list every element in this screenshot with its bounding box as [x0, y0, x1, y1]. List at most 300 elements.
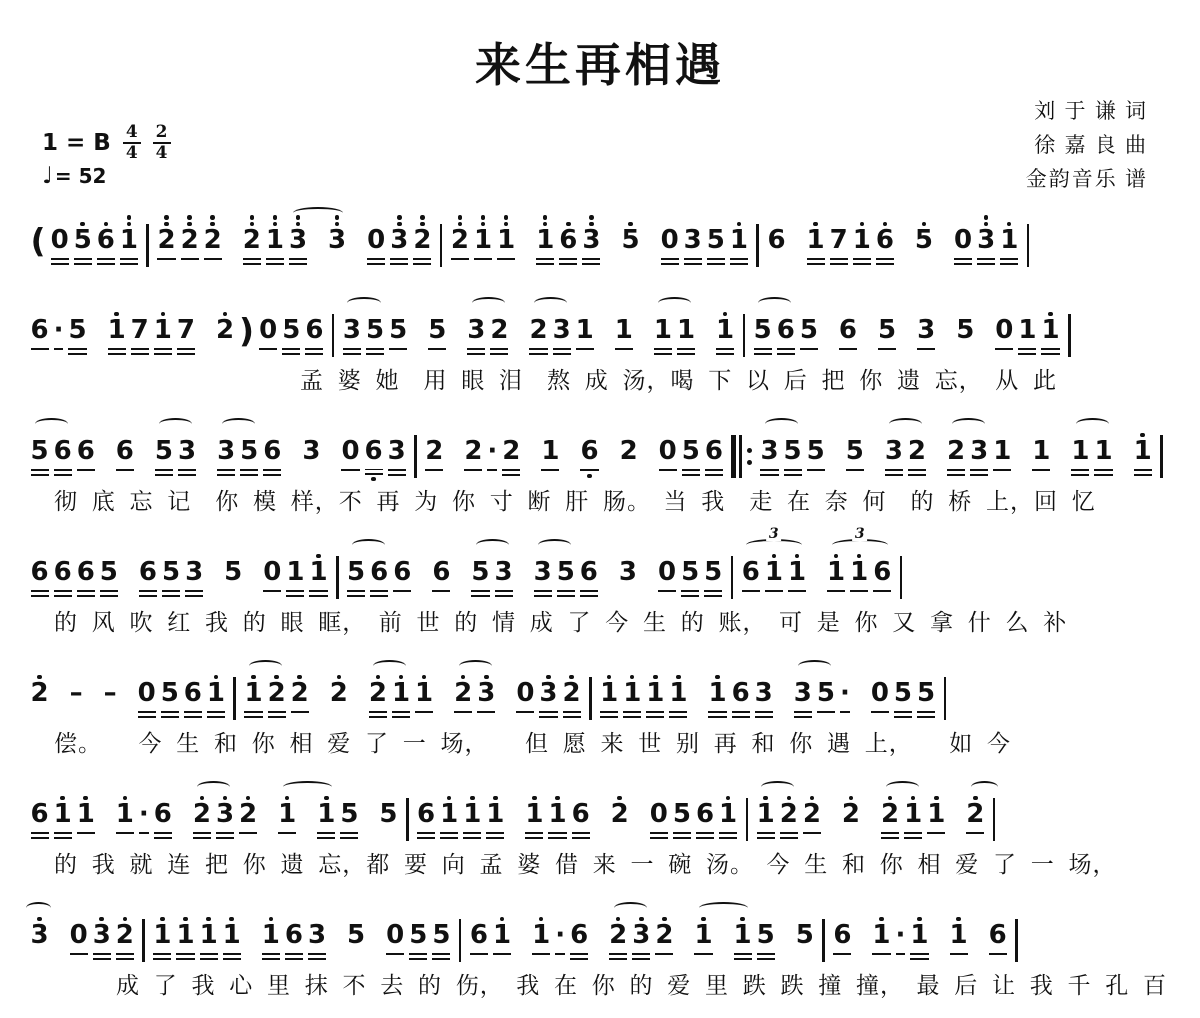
triplet-number: 3	[766, 528, 782, 541]
note-cell: 1	[242, 663, 265, 723]
note-cell: 1	[825, 542, 848, 602]
music-line	[28, 526, 1176, 602]
duration-underline	[682, 469, 700, 472]
duration-underline	[471, 590, 489, 593]
duration-underline	[800, 348, 818, 351]
note-cell: 5	[554, 542, 577, 602]
system-1	[28, 210, 1176, 270]
note-cell: 1	[850, 210, 873, 270]
duration-underline	[908, 474, 926, 477]
duration-underline	[471, 595, 489, 598]
note-cell: 3	[475, 663, 498, 723]
note-cell: 5	[876, 300, 899, 360]
note-cell: 5	[387, 300, 410, 360]
note-cell: 3	[752, 663, 775, 723]
note-cell: 6	[578, 421, 601, 481]
duration-underline	[340, 832, 358, 835]
note-cell: 1	[413, 663, 436, 723]
duration-underline	[993, 469, 1011, 472]
duration-underline	[950, 953, 968, 956]
note-cell: 2	[560, 663, 583, 723]
duration-underline	[266, 263, 284, 266]
note-cell: 3	[326, 210, 349, 270]
note-cell: 1	[848, 542, 871, 602]
duration-underline	[817, 711, 835, 714]
note-cell: 5	[891, 663, 914, 723]
duration-underline	[369, 711, 387, 714]
duration-underline	[559, 258, 577, 261]
duration-underline	[846, 469, 864, 472]
duration-underline	[615, 348, 633, 351]
slur-arc	[347, 297, 381, 309]
duration-underline	[409, 953, 427, 956]
duration-underline	[525, 832, 543, 835]
duration-underline	[470, 953, 488, 956]
note-cell: 1	[598, 663, 621, 723]
music-line	[28, 905, 1176, 965]
note-cell: 1	[1030, 421, 1053, 481]
duration-underline	[684, 263, 702, 266]
duration-underline	[120, 263, 138, 266]
duration-underline	[794, 711, 812, 714]
credits-block	[1026, 94, 1148, 196]
duration-underline	[872, 953, 890, 956]
duration-underline	[1134, 469, 1152, 472]
note-cell: 2	[945, 421, 968, 481]
duration-underline	[184, 711, 202, 714]
note-cell: 2	[619, 436, 638, 466]
duration-underline	[755, 711, 773, 714]
duration-underline	[451, 258, 469, 261]
barline	[140, 210, 155, 267]
duration-underline	[853, 263, 871, 266]
duration-underline	[428, 348, 446, 351]
repeat-dot	[747, 460, 752, 465]
duration-underline	[646, 716, 664, 719]
duration-underline	[1018, 348, 1036, 351]
note-cell: 5	[754, 905, 777, 965]
duration-underline	[317, 832, 335, 835]
note-cell: 5	[912, 210, 935, 270]
note-cell: 3	[975, 210, 998, 270]
duration-underline	[317, 837, 335, 840]
note-cell: 1	[947, 905, 970, 965]
note-cell: 1	[667, 663, 690, 723]
note-cell: 1	[523, 784, 546, 844]
dotted-rhythm-dot: ·	[51, 300, 66, 360]
duration-underline	[1018, 353, 1036, 356]
duration-underline	[677, 348, 695, 351]
note-cell: 3	[302, 436, 321, 466]
note-cell: 5	[364, 300, 387, 360]
note-cell: 2	[488, 300, 511, 360]
duration-underline	[716, 353, 734, 356]
duration-underline	[77, 832, 95, 835]
note-cell: 1	[870, 905, 893, 965]
duration-underline	[161, 711, 179, 714]
duration-underline	[243, 258, 261, 261]
note-cell: 1	[644, 663, 667, 723]
barline	[1009, 905, 1024, 962]
duration-underline	[970, 474, 988, 477]
duration-underline	[263, 474, 281, 477]
repeat-dot	[747, 448, 752, 453]
note-cell: 1	[151, 300, 174, 360]
duration-underline	[116, 469, 134, 472]
note-cell: 5	[814, 663, 837, 723]
duration-underline	[239, 832, 257, 835]
barline	[453, 905, 468, 962]
duration-underline	[54, 474, 72, 477]
system-5	[28, 663, 1176, 758]
note-cell: 1	[174, 905, 197, 965]
note-cell: 5	[915, 663, 938, 723]
duration-underline	[732, 716, 750, 719]
note-cell: 3	[550, 300, 573, 360]
duration-underline	[694, 953, 712, 956]
note-cell: 6	[136, 542, 159, 602]
note-cell: 3	[388, 210, 411, 270]
note-cell: 2	[28, 663, 51, 723]
duration-underline	[155, 469, 173, 472]
duration-underline	[200, 958, 218, 961]
duration-underline	[285, 953, 303, 956]
duration-underline	[286, 595, 304, 598]
duration-underline	[244, 716, 262, 719]
duration-underline	[207, 716, 225, 719]
duration-underline	[904, 832, 922, 835]
note-cell: 6	[415, 784, 438, 844]
note-cell: 0	[647, 784, 670, 844]
note-cell: 1	[546, 784, 569, 844]
duration-underline	[31, 590, 49, 593]
duration-underline	[557, 595, 575, 598]
note-cell: 6	[113, 421, 136, 481]
duration-underline	[1032, 469, 1050, 472]
note-cell: 5	[956, 315, 975, 345]
octave-dot-high	[589, 215, 594, 220]
music-line	[28, 421, 1176, 481]
barline	[894, 542, 909, 599]
note-cell: 5	[338, 784, 361, 844]
duration-underline	[539, 716, 557, 719]
duration-underline	[54, 469, 72, 472]
note-cell: 6	[74, 421, 97, 481]
duration-underline	[131, 353, 149, 356]
music-line	[28, 663, 1176, 723]
note-cell: 1	[539, 421, 562, 481]
duration-underline	[896, 953, 906, 956]
dotted-rhythm-dot: ·	[136, 784, 151, 844]
duration-underline	[673, 832, 691, 835]
duration-underline	[516, 711, 534, 714]
duration-underline	[369, 716, 387, 719]
duration-underline	[742, 590, 760, 593]
system-7	[28, 905, 1176, 1000]
triplet-number: 3	[852, 528, 868, 541]
duration-underline	[93, 953, 111, 956]
music-line	[28, 300, 1176, 360]
duration-underline	[68, 348, 86, 351]
duration-underline	[153, 953, 171, 956]
note-cell: 2	[366, 663, 389, 723]
lyrics-line: 成 了 我 心 里 抹 不 去 的 伤， 我 在 你 的 爱 里 跌 跌 撞 撞， 最 后 让 我 千 孔 百	[116, 973, 1167, 998]
duration-underline	[193, 832, 211, 835]
duration-underline	[366, 353, 384, 356]
duration-underline	[31, 595, 49, 598]
duration-underline	[784, 469, 802, 472]
duration-underline	[193, 837, 211, 840]
note-cell: 5	[426, 300, 449, 360]
note-cell: 5	[28, 421, 51, 481]
slur-arc	[761, 781, 794, 793]
duration-underline	[927, 832, 945, 835]
duration-underline	[539, 711, 557, 714]
duration-underline	[262, 953, 280, 956]
duration-underline	[108, 348, 126, 351]
duration-underline	[784, 474, 802, 477]
duration-underline	[669, 711, 687, 714]
dash-note: –	[69, 678, 83, 708]
duration-underline	[696, 832, 714, 835]
lyrics-line: 偿。 今 生 和 你 相 爱 了 一 场， 但 愿 来 世 别 再 和 你 遇 上， 如 今	[54, 731, 1011, 756]
duration-underline	[681, 595, 699, 598]
note-cell: 2	[777, 784, 800, 844]
duration-underline	[788, 590, 806, 593]
octave-dot-high	[127, 215, 132, 220]
duration-underline	[1041, 353, 1059, 356]
note-cell: 5	[704, 210, 727, 270]
duration-underline	[392, 711, 410, 714]
duration-underline	[696, 837, 714, 840]
note-cell: 1	[534, 210, 557, 270]
note-cell: 2	[448, 210, 471, 270]
note-cell: 0	[261, 542, 284, 602]
duration-underline	[178, 474, 196, 477]
duration-underline	[677, 353, 695, 356]
note-cell: 6	[568, 905, 591, 965]
duration-underline	[116, 953, 134, 956]
duration-underline	[263, 590, 281, 593]
duration-underline	[390, 263, 408, 266]
duration-underline	[343, 353, 361, 356]
duration-underline	[529, 348, 547, 351]
duration-underline	[600, 711, 618, 714]
duration-underline	[534, 590, 552, 593]
duration-underline	[557, 590, 575, 593]
duration-underline	[502, 469, 520, 472]
duration-underline	[308, 958, 326, 961]
duration-underline	[217, 469, 235, 472]
duration-underline	[185, 595, 203, 598]
duration-underline	[757, 958, 775, 961]
note-cell: 6	[569, 784, 592, 844]
note-cell: 1	[573, 300, 596, 360]
note-cell: 6	[467, 905, 490, 965]
note-cell: 2	[288, 663, 311, 723]
note-cell: 1	[117, 210, 140, 270]
duration-underline	[1071, 474, 1089, 477]
duration-underline	[502, 474, 520, 477]
note-cell: 1	[731, 905, 754, 965]
note-cell: 0	[257, 300, 280, 360]
slur-arc	[952, 418, 985, 430]
note-cell: 1	[530, 905, 553, 965]
note-cell: 6	[303, 300, 326, 360]
duration-underline	[495, 590, 513, 593]
music-line	[28, 210, 1176, 270]
duration-underline	[730, 263, 748, 266]
note-cell: 2	[905, 421, 928, 481]
note-cell: 0	[365, 210, 388, 270]
note-cell: 2	[608, 784, 631, 844]
barline	[1021, 210, 1036, 267]
note-cell: 6	[430, 542, 453, 602]
note-cell: 1	[263, 210, 286, 270]
duration-underline	[77, 595, 95, 598]
duration-underline	[954, 258, 972, 261]
duration-underline	[487, 469, 497, 472]
note-cell: 5	[679, 542, 702, 602]
duration-underline	[705, 474, 723, 477]
note-cell: 3	[618, 557, 637, 587]
duration-underline	[525, 837, 543, 840]
note-cell: 5	[224, 557, 243, 587]
note-cell: 3	[175, 421, 198, 481]
duration-underline	[454, 711, 472, 714]
note-cell: 1	[495, 210, 518, 270]
duration-underline	[904, 837, 922, 840]
note-cell: 5	[158, 663, 181, 723]
note-cell: 2	[265, 663, 288, 723]
note-cell: 1	[621, 663, 644, 723]
note-cell: 0	[514, 663, 537, 723]
note-cell: 1	[315, 784, 338, 844]
system-3	[28, 421, 1176, 516]
note-cell: 6	[51, 542, 74, 602]
duration-underline	[830, 263, 848, 266]
note-cell: 1	[1016, 300, 1039, 360]
duration-underline	[268, 711, 286, 714]
note-cell: 2	[800, 784, 823, 844]
note-cell: 6	[368, 542, 391, 602]
note-cell: 1	[908, 905, 931, 965]
note-cell: 5	[280, 300, 303, 360]
duration-underline	[655, 953, 673, 956]
note-cell: 6	[391, 542, 414, 602]
note-cell: 6	[362, 421, 385, 481]
duration-underline	[413, 263, 431, 266]
duration-underline	[216, 832, 234, 835]
note-cell: 1	[307, 542, 330, 602]
triplet-arc	[832, 526, 888, 551]
duration-underline	[243, 263, 261, 266]
arranger-credit: 金韵音乐 谱	[1025, 167, 1148, 191]
duration-underline	[730, 258, 748, 261]
note-cell: 1	[259, 905, 282, 965]
note-cell: 6	[28, 542, 51, 602]
note-cell: 2	[527, 300, 550, 360]
duration-underline	[529, 353, 547, 356]
duration-underline	[570, 953, 588, 956]
duration-underline	[536, 258, 554, 261]
note-cell: 3	[882, 421, 905, 481]
duration-underline	[650, 837, 668, 840]
duration-underline	[807, 258, 825, 261]
duration-underline	[908, 469, 926, 472]
duration-underline	[839, 348, 857, 351]
duration-underline	[216, 837, 234, 840]
note-cell: 5	[345, 542, 368, 602]
duration-underline	[947, 469, 965, 472]
duration-underline	[464, 469, 482, 472]
note-cell: 3	[215, 421, 238, 481]
duration-underline	[830, 258, 848, 261]
duration-underline	[732, 711, 750, 714]
duration-underline	[777, 353, 795, 356]
note-cell: 3	[531, 542, 554, 602]
duration-underline	[609, 953, 627, 956]
note-cell: 1	[762, 542, 785, 602]
duration-underline	[632, 958, 650, 961]
note-cell: 0	[655, 542, 678, 602]
note-cell: 5	[159, 542, 182, 602]
duration-underline	[54, 348, 64, 351]
duration-underline	[409, 958, 427, 961]
note-cell: 5	[469, 542, 492, 602]
duration-underline	[658, 590, 676, 593]
duration-underline	[386, 953, 404, 956]
note-cell: 3	[183, 542, 206, 602]
duration-underline	[555, 953, 565, 956]
duration-underline	[917, 711, 935, 714]
duration-underline	[757, 832, 775, 835]
duration-underline	[77, 469, 95, 472]
duration-underline	[719, 832, 737, 835]
duration-underline	[807, 263, 825, 266]
duration-underline	[432, 958, 450, 961]
duration-underline	[570, 958, 588, 961]
slur-arc	[159, 418, 192, 430]
note-cell: 1	[105, 300, 128, 360]
note-cell: 6	[28, 784, 51, 844]
duration-underline	[432, 953, 450, 956]
duration-underline	[970, 469, 988, 472]
duration-underline	[100, 590, 118, 593]
duration-underline	[572, 837, 590, 840]
duration-underline	[77, 590, 95, 593]
note-cell: 2	[213, 300, 236, 360]
duration-underline	[31, 348, 49, 351]
note-cell: 1	[461, 784, 484, 844]
note-cell: 5	[797, 300, 820, 360]
duration-underline	[392, 716, 410, 719]
duration-underline	[240, 474, 258, 477]
duration-underline	[650, 832, 668, 835]
note-cell: 5	[152, 421, 175, 481]
note-cell: 1	[284, 542, 307, 602]
note-cell: 0	[952, 210, 975, 270]
duration-underline	[31, 837, 49, 840]
duration-underline	[177, 353, 195, 356]
note-cell: 1	[1039, 300, 1062, 360]
barline	[227, 663, 242, 720]
duration-underline	[477, 711, 495, 714]
duration-underline	[162, 595, 180, 598]
note-cell: 5	[66, 300, 89, 360]
slur-arc	[699, 902, 748, 914]
slur-arc	[798, 660, 831, 672]
